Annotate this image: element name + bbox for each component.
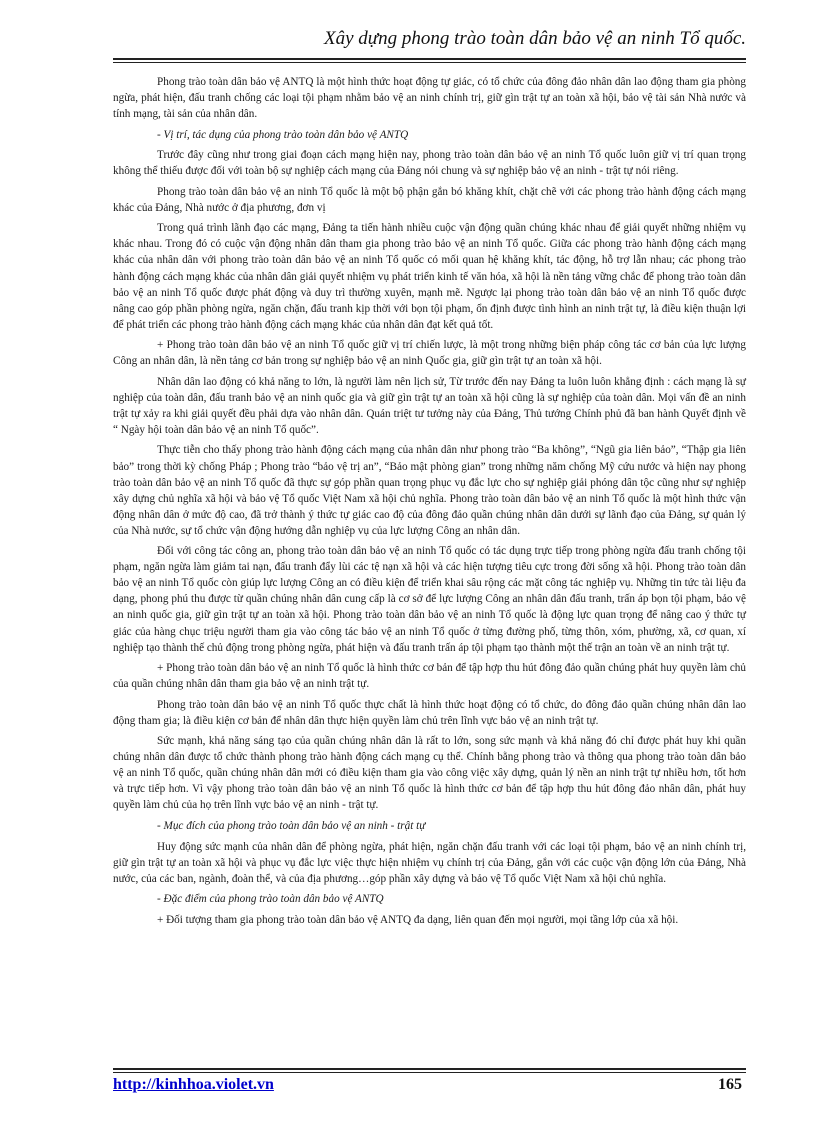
section-subheading: - Vị trí, tác dụng của phong trào toàn dân bảo vệ ANTQ [157,128,409,141]
paragraph: Sức mạnh, khả năng sáng tạo của quần chúng nhân dân là rất to lớn, song sức mạnh và khả năng đó chỉ được phát huy khi quần chúng nhân dân được tổ chức thành phong trào hành động cách mạng cụ thể. Chính bằng phong trào và thông qua phong trào toàn dân bảo vệ an ninh Tổ quốc, quần chúng nhân dân mới có điều kiện tham gia vào công việc xây dựng, quản lý nền an ninh trật tự nhiều hơn, tốt hơn và trực tiếp hơn. Vì vậy phong trào toàn dân bảo vệ an ninh Tổ quốc là hình thức cơ bản để tập hợp thu hút đông đảo nhân dân, phát huy quyền làm chủ của họ trên lĩnh vực bảo vệ an ninh - trật tự. [113,735,746,812]
paragraph: + Phong trào toàn dân bảo vệ an ninh Tổ quốc giữ vị trí chiến lược, là một trong những biện pháp công tác cơ bản của lực lượng Công an nhân dân, là nền tảng cơ bản trong sự nghiệp bảo vệ an ninh Quốc gia, giữ gìn trật tự an toàn xã hội. [113,339,746,368]
paragraph: + Phong trào toàn dân bảo vệ an ninh Tổ quốc là hình thức cơ bản để tập hợp thu hút đông đảo quần chúng phát huy quyền làm chủ của quần chúng nhân dân tham gia bảo vệ an ninh trật tự. [113,662,746,691]
section-subheading: - Đặc điểm của phong trào toàn dân bảo vệ ANTQ [157,893,384,906]
paragraph: Phong trào toàn dân bảo vệ ANTQ là một hình thức hoạt động tự giác, có tổ chức của đông đảo nhân dân lao động tham gia phòng ngừa, phát hiện, đấu tranh chống các loại tội phạm nhằm bảo vệ an ninh chính trị, giữ gìn trật tự an toàn xã hội, bảo vệ tài sản Nhà nước và tính mạng, tài sản của nhân dân. [113,76,746,121]
header-rule-thin [113,62,746,63]
section-subheading: - Mục đích của phong trào toàn dân bảo vệ an ninh - trật tự [157,820,426,833]
paragraph: Trước đây cũng như trong giai đoạn cách mạng hiện nay, phong trào toàn dân bảo vệ an ninh Tổ quốc luôn giữ vị trí quan trọng không thể thiếu được đối với toàn bộ sự nghiệp cách mạng của Đảng nói chung và sự nghiệp bảo vệ an ninh - trật tự nói riêng. [113,149,746,178]
paragraph: + Đối tượng tham gia phong trào toàn dân bảo vệ ANTQ đa dạng, liên quan đến mọi người, mọi tầng lớp của xã hội. [157,913,679,926]
header-rule [113,58,746,60]
paragraph: Đối với công tác công an, phong trào toàn dân bảo vệ an ninh Tổ quốc có tác dụng trực tiếp trong phòng ngừa đấu tranh chống tội phạm, ngăn ngừa làm giảm tai nạn, đấu tranh đẩy lùi các tệ nạn xã hội và các hiện tượng tiêu cực trong đời sống xã hội. Phong trào toàn dân bảo vệ an ninh Tổ quốc còn giúp lực lượng Công an có điều kiện để triển khai sâu rộng các mặt công tác nghiệp vụ. Những tin tức tài liệu đa dạng, phong phú thu được từ quần chúng nhân dân cung cấp là cơ sở để lực lượng Công an nhân dân đấu tranh, trấn áp bọn tội phạm, bảo vệ an ninh quốc gia, giữ gìn trật tự an toàn xã hội. Phong trào toàn dân bảo vệ an ninh Tổ quốc là động lực quan trọng để nâng cao ý thức tự giác của hàng chục triệu người tham gia vào công tác bảo vệ an ninh Tổ quốc ở từng đường phố, từng thôn, xóm, phường, xã, cơ quan, xí nghiệp tạo thành thế chủ động trong phòng ngừa, phát hiện và đấu tranh trấn áp tội phạm tạo thành một thế trận an toàn về an ninh trật tự. [113,545,746,654]
paragraph: Phong trào toàn dân bảo vệ an ninh Tổ quốc thực chất là hình thức hoạt động có tổ chức, do đông đảo quần chúng nhân dân lao động tham gia; là điều kiện cơ bản để nhân dân thực hiện quyền làm chủ trên lĩnh vực bảo vệ an ninh trật tự. [113,698,746,727]
page-number: 165 [718,1076,742,1093]
footer-rule [113,1068,746,1070]
paragraph: Huy động sức mạnh của nhân dân để phòng ngừa, phát hiện, ngăn chặn đấu tranh với các loại tội phạm, bảo vệ an ninh chính trị, giữ gìn trật tự an toàn xã hội và phục vụ đắc lực việc thực hiện nhiệm vụ chính trị của Đảng, gắn với các cuộc vận động lớn của Đảng, Nhà nước, của các ban, ngành, đoàn thể, và của địa phương…góp phần xây dựng và bảo vệ Tổ quốc Việt Nam xã hội chủ nghĩa. [113,840,746,885]
footer-link[interactable]: http://kinhhoa.violet.vn [113,1076,274,1093]
footer-rule-thin [113,1072,746,1073]
paragraph: Thực tiễn cho thấy phong trào hành động cách mạng của nhân dân như phong trào “Ba không”, “Ngũ gia liên bảo”, “Thập gia liên bảo” trong thời kỳ chống Pháp ; Phong trào “bảo vệ trị an”, “Bảo mật phòng gian” trong những năm chống Mỹ cứu nước và hiện nay phong trào toàn dân bảo vệ an ninh Tổ quốc đã thực sự góp phần quan trọng phục vụ đắc lực cho sự nghiệp giải phóng dân tộc cũng như sự nghiệp xây dựng chủ nghĩa xã hội và bảo vệ Tổ quốc Việt Nam xã hội chủ nghĩa. Phong trào toàn dân bảo vệ an ninh Tổ quốc là một hình thức vận động nhân dân ở mức độ cao, đã trở thành ý thức tự giác cao độ của đông đảo quần chúng nhân dân dưới sự lãnh đạo của Đảng, sự quản lý của Nhà nước, sự tổ chức vận động hướng dẫn nghiệp vụ của lực lượng Công an nhân dân. [113,444,746,537]
paragraph: Nhân dân lao động có khả năng to lớn, là người làm nên lịch sử, Từ trước đến nay Đảng ta luôn luôn khẳng định : cách mạng là sự nghiệp của toàn dân, đấu tranh bảo vệ an ninh quốc gia và giữ gìn trật tự an toàn xã hội cũng là sự nghiệp của toàn dân. Mọi vấn đề an ninh trật tự xảy ra khi giải quyết đều phải dựa vào nhân dân. Quán triệt tư tưởng này của Đảng, Thủ tướng Chính phủ đã ban hành Quyết định về “ Ngày hội toàn dân bảo vệ an ninh Tổ quốc”. [113,375,746,436]
running-header: Xây dựng phong trào toàn dân bảo vệ an ninh Tổ quốc. [324,28,746,49]
paragraph: Phong trào toàn dân bảo vệ an ninh Tổ quốc là một bộ phận gắn bó khăng khít, chặt chẽ với các phong trào hành động cách mạng khác của Đảng, Nhà nước ở địa phương, đơn vị [113,185,746,214]
paragraph: Trong quá trình lãnh đạo các mạng, Đảng ta tiến hành nhiều cuộc vận động quần chúng khác nhau để giải quyết những nhiệm vụ khác nhau. Trong đó có cuộc vận động nhân dân tham gia phong trào bảo vệ an ninh Tổ quốc. Giữa các phong trào hành động cách mạng khác của nhân dân với phong trào toàn dân bảo vệ an ninh Tổ quốc có mối quan hệ khăng khít, tác động, hỗ trợ lẫn nhau; các phong trào hành động cách mạng khác của nhân dân giải quyết nhiệm vụ phát triển kinh tế văn hóa, xã hội là nền tảng vững chắc để phong trào toàn dân bảo vệ an ninh Tổ quốc được phát động và duy trì thường xuyên, mạnh mẽ. Ngược lại phong trào toàn dân bảo vệ an ninh Tổ quốc được nâng cao góp phần phòng ngừa, ngăn chặn, đấu tranh kịp thời với bọn tội phạm, ổn định được tình hình an ninh trật tự, là điều kiện thuận lợi để phát triển các phong trào hành động cách mạng khác của nhân dân đạt kết quả tốt. [113,222,746,331]
body-text [113,74,746,932]
